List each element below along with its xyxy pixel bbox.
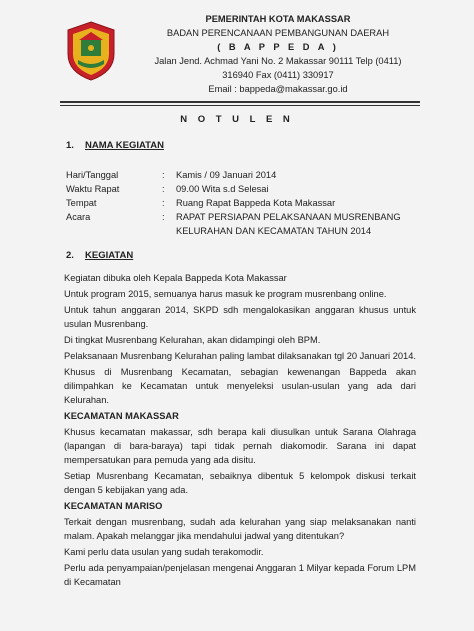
info-value: Kamis / 09 Januari 2014 <box>176 170 277 180</box>
paragraph: Setiap Musrenbang Kecamatan, sebaiknya dibentuk 5 kelompok diskusi terkait dengan 5 kebijakan yang ada. <box>64 471 416 495</box>
section-1-title: NAMA KEGIATAN <box>85 140 164 151</box>
paragraph: Khusus di Musrenbang Kecamatan, sebagian kewenangan Bappeda akan dilimpahkan ke Kecamatan untuk menyeleksi usulan-usulan yang ada dari Kelurahan. <box>64 367 416 405</box>
info-label: Tempat <box>66 198 97 208</box>
document-title: N O T U L E N <box>180 114 294 125</box>
paragraph: Kegiatan dibuka oleh Kepala Bappeda Kota Makassar <box>64 273 287 283</box>
paragraph: Khusus kecamatan makassar, sdh berapa kali diusulkan untuk Sarana Olahraga (lapangan di bara-baraya) tapi tidak pernah diakomodir. Sarana ini dapat mempersatukan para pemuda yang ada disitu. <box>64 427 416 465</box>
info-row <box>66 182 426 196</box>
letterhead-text <box>128 12 428 96</box>
section-2-heading <box>66 250 133 261</box>
letterhead-address: Jalan Jend. Achmad Yani No. 2 Makassar 90111 Telp (0411) <box>154 56 402 66</box>
paragraph: Untuk tahun anggaran 2014, SKPD sdh mengalokasikan anggaran khusus untuk usulan Musrenbang. <box>64 305 416 329</box>
info-colon: : <box>162 170 165 180</box>
paragraph: Terkait dengan musrenbang, sudah ada kelurahan yang siap melaksanakan nanti malam. Apakah melanggar jika mendahului jadwal yang ditentukan? <box>64 517 416 541</box>
letterhead-rule-thick <box>60 101 420 103</box>
paragraph: Untuk program 2015, semuanya harus masuk ke program musrenbang online. <box>64 289 387 299</box>
info-row <box>66 196 426 210</box>
section-1-heading <box>66 140 164 151</box>
info-value: 09.00 Wita s.d Selesai <box>176 184 269 194</box>
info-value: Ruang Rapat Bappeda Kota Makassar <box>176 198 336 208</box>
city-crest-icon <box>64 20 118 82</box>
info-row <box>66 210 426 238</box>
letterhead <box>0 0 474 104</box>
info-value: RAPAT PERSIAPAN PELAKSANAAN MUSRENBANG KELURAHAN DAN KECAMATAN TAHUN 2014 <box>176 212 401 236</box>
letterhead-agency: BADAN PERENCANAAN PEMBANGUNAN DAERAH <box>166 28 390 38</box>
letterhead-email: Email : bappeda@makassar.go.id <box>208 84 348 94</box>
section-1-number: 1. <box>66 140 74 151</box>
section-2-body <box>64 271 416 591</box>
meeting-info-table <box>66 168 426 238</box>
letterhead-rule-thin <box>60 105 420 106</box>
paragraph: Perlu ada penyampaian/penjelasan mengenai Anggaran 1 Milyar kepada Forum LPM di Kecamatan <box>64 563 416 587</box>
section-2-number: 2. <box>66 250 74 261</box>
info-label: Acara <box>66 212 91 222</box>
info-colon: : <box>162 184 165 194</box>
info-colon: : <box>162 198 165 208</box>
info-colon: : <box>162 212 165 222</box>
info-row <box>66 168 426 182</box>
section-2-title: KEGIATAN <box>85 250 134 261</box>
info-label: Waktu Rapat <box>66 184 120 194</box>
letterhead-phone-fax: 316940 Fax (0411) 330917 <box>222 70 334 80</box>
paragraph: Pelaksanaan Musrenbang Kelurahan paling lambat dilaksanakan tgl 20 Januari 2014. <box>64 351 416 361</box>
subsection-heading-makassar: KECAMATAN MAKASSAR <box>64 411 179 421</box>
paragraph: Di tingkat Musrenbang Kelurahan, akan didampingi oleh BPM. <box>64 335 321 345</box>
letterhead-government: PEMERINTAH KOTA MAKASSAR <box>205 14 351 24</box>
info-label: Hari/Tanggal <box>66 170 119 180</box>
letterhead-abbrev: ( B A P P E D A ) <box>217 42 339 52</box>
subsection-heading-mariso: KECAMATAN MARISO <box>64 501 163 511</box>
paragraph: Kami perlu data usulan yang sudah terakomodir. <box>64 547 264 557</box>
